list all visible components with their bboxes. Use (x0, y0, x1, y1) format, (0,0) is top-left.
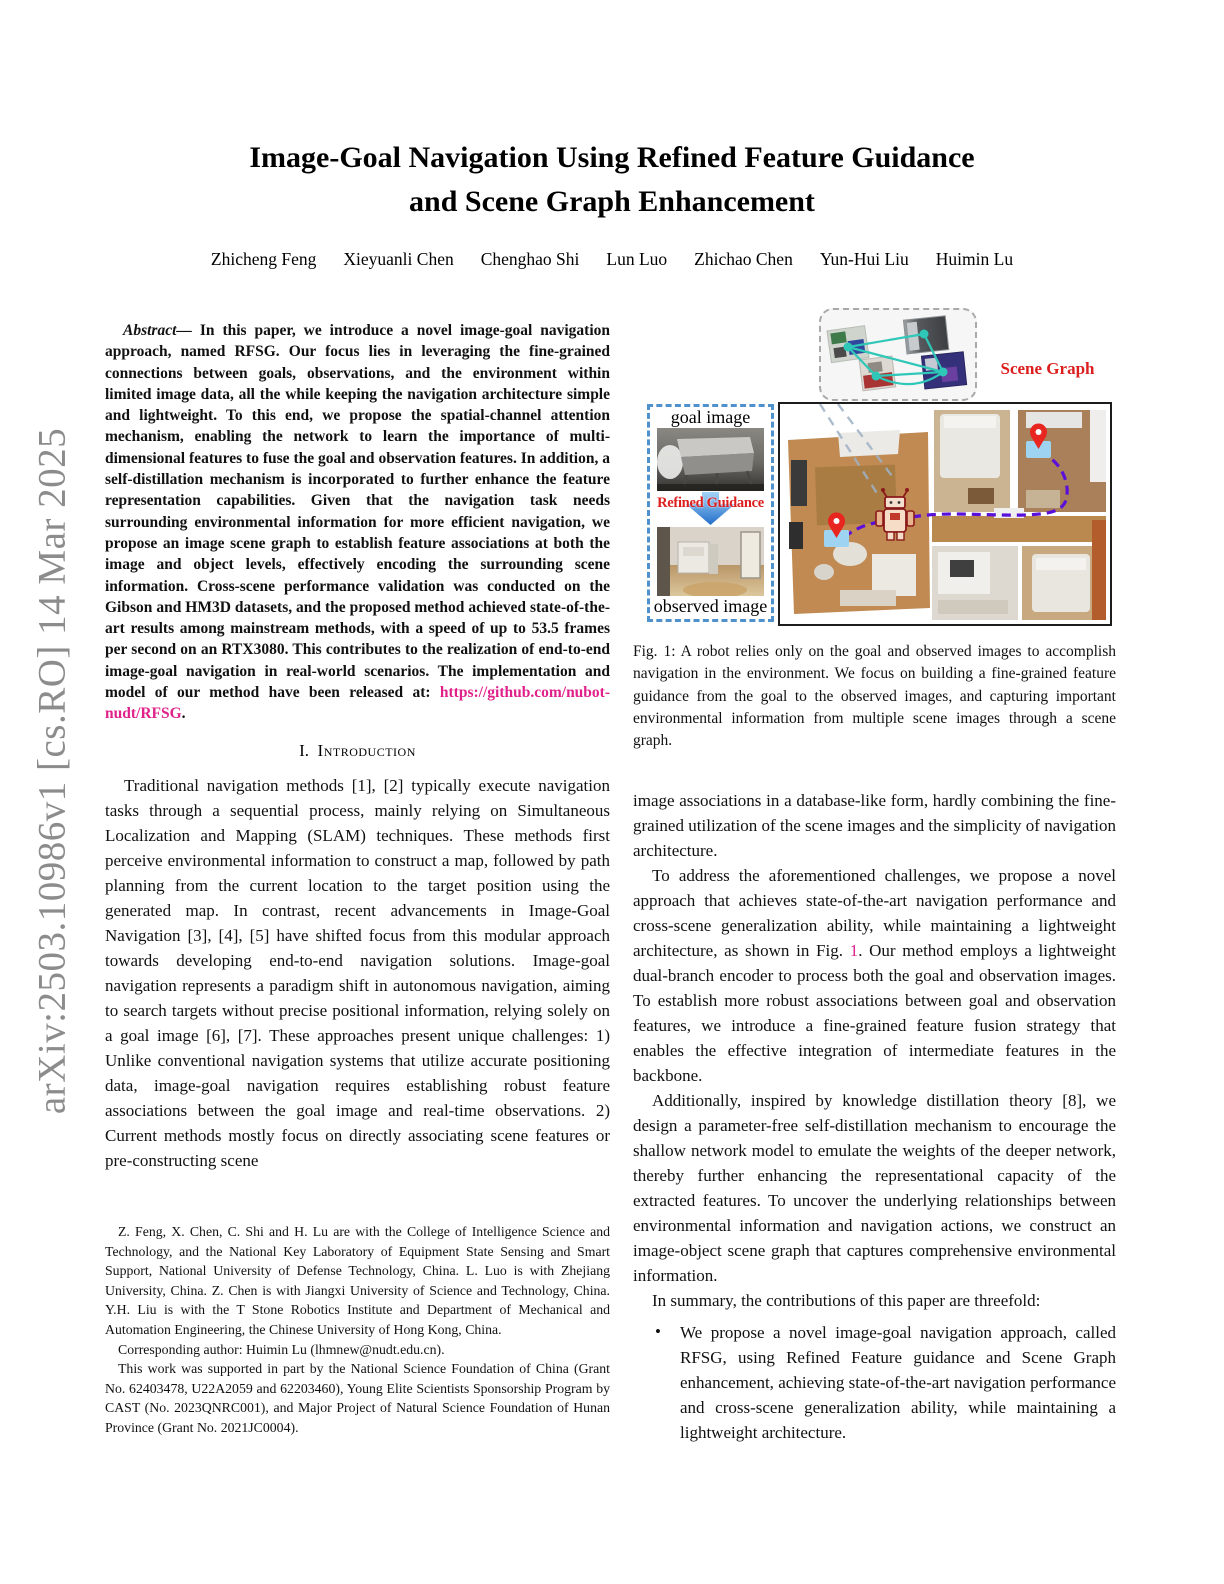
intro-paragraph-2-text: To address the aforementioned challenges, we propose a novel approach that achieves state-of-the-art navigation performance and cross-scene generalization ability, while maintaining a lightweight architecture, as shown in Fig. (633, 866, 1116, 961)
scene-graph-box (819, 308, 977, 401)
author-name: Chenghao Shi (480, 249, 580, 269)
abstract-paragraph (105, 320, 610, 725)
intro-paragraph-2 (633, 863, 1116, 1088)
top-right-room (1018, 410, 1106, 512)
observed-image-label: observed image (653, 596, 768, 616)
scene-graph-label: Scene Graph (1000, 359, 1095, 378)
hallway (932, 516, 1106, 542)
author-name: Lun Luo (606, 249, 668, 269)
footnote-block (105, 1222, 610, 1438)
fig1-reference-link[interactable]: 1 (849, 941, 859, 961)
footnote-corresponding: Corresponding author: Huimin Lu (lhmnew@nudt.edu.cn). (118, 1341, 445, 1357)
author-name: Yun-Hui Liu (819, 249, 909, 269)
authors-row (0, 249, 1224, 270)
author-name: Xieyuanli Chen (343, 249, 454, 269)
paper-title (0, 136, 1224, 224)
intro-paragraph-3: Additionally, inspired by knowledge distillation theory [8], we design a parameter-free self-distillation mechanism to encourage the shallow network model to emulate the weights of the deeper network, thereby further enhancing the representational capacity of the extracted features. To uncover the underlying relationships between environmental information and navigation actions, we construct an image-object scene graph that captures comprehensive environmental information. (633, 1091, 1116, 1286)
intro-paragraph-1-continued: image associations in a database-like form, hardly combining the fine-grained utilization of the scene images and the simplicity of navigation architecture. (633, 791, 1116, 861)
contribution-text: We propose a novel image-goal navigation approach, called RFSG, using Refined Feature guidance and Scene Graph enhancement, achieving state-of-the-art navigation performance and cross-scene generalization ability, while maintaining a lightweight architecture. (680, 1323, 1116, 1443)
section-heading-introduction (105, 741, 610, 761)
scene-graph-diagram (821, 310, 975, 399)
abstract-text: In this paper, we introduce a novel image-goal navigation approach, named RFSG. Our focus lies in leveraging the fine-grained connections between goals, observations, and the environment within limited image data, all the while keeping the navigation architecture simple and lightweight. To this end, we propose the spatial-channel attention mechanism, enabling the network to learn the importance of multi-dimensional features to fuse the goal and observation features. In addition, a self-distillation mechanism is incorporated to further enhance the feature representation capabilities. Given that the navigation task needs surrounding environmental information for more efficient navigation, we propose an image scene graph to establish feature associations at both the image and object levels, effectively encoding the surrounding scene information. Cross-scene performance validation was conducted on the Gibson and HM3D datasets, and the proposed method achieved state-of-the-art results among mainstream methods, with a speed of up to 53.5 frames per second on an RTX3080. This contributes to the realization of end-to-end image-goal navigation in real-world scenarios. The implementation and model of our method have been released at: (105, 322, 610, 702)
contribution-item (655, 1320, 1116, 1445)
figure-caption: Fig. 1: A robot relies only on the goal and observed images to accomplish navigation in the environment. We focus on building a fine-grained feature guidance from the goal to the observed images, and capturing important environmental information from multiple scene images through a scene graph. (633, 643, 1116, 750)
map-view (778, 402, 1112, 626)
kitchen (932, 546, 1018, 620)
abstract-label: Abstract— (123, 322, 192, 339)
author-name: Zhichao Chen (694, 249, 793, 269)
author-name: Zhicheng Feng (210, 249, 317, 269)
footnote-funding: This work was supported in part by the National Science Foundation of China (Grant No. 62403478, U22A2059 and 62203460), Young Elite Scientists Sponsorship Program by CAST (No. 2023QNRC001), and Major Project of Natural Science Foundation of Hunan Province (Grant No. 2021JC0004). (105, 1361, 610, 1435)
paper-title-line1: Image-Goal Navigation Using Refined Feature Guidance (249, 141, 975, 174)
refined-guidance (650, 491, 771, 527)
intro-paragraph-1: Traditional navigation methods [1], [2] typically execute navigation tasks through a sequential process, mainly relying on Simultaneous Localization and Mapping (SLAM) techniques. These methods first perceive environmental information to construct a map, followed by path planning from the current location to the target position using the generated map. In contrast, recent advancements in Image-Goal Navigation [3], [4], [5] have shifted focus from this modular approach towards developing end-to-end navigation solutions. Image-goal navigation represents a paradigm shift in autonomous navigation, aiming to search targets without precise positional information, relying solely on a goal image [6], [7]. These approaches present unique challenges: 1) Unlike conventional navigation systems that utilize accurate positioning data, image-goal navigation requires establishing robust feature associations between the goal image and real-time observations. 2) Current methods mostly focus on directly associating scene features or pre-constructing scene (105, 775, 610, 1170)
author-name: Huimin Lu (935, 249, 1014, 269)
observed-image-photo (657, 527, 764, 596)
arxiv-watermark-text: arXiv:2503.10986v1 [cs.RO] 14 Mar 2025 (30, 427, 74, 1115)
footnote-affiliations: Z. Feng, X. Chen, C. Shi and H. Lu are with the College of Intelligence Science and Technology, and the National Key Laboratory of Equipment State Sensing and Smart Support, National University of Defense Technology, China. L. Luo is with Zhejiang University, China. Z. Chen is with Jiangxi University of Science and Technology, China. Y.H. Liu is with the T Stone Robotics Institute and Department of Mechanical and Automation Engineering, the Chinese University of Hong Kong, China. (105, 1224, 610, 1337)
goal-image-photo (657, 428, 764, 491)
bullet-icon: • (655, 1322, 661, 1342)
arxiv-watermark (14, 382, 90, 1160)
top-bedroom (934, 410, 1010, 512)
apartment-topdown-map (780, 404, 1110, 624)
intro-paragraph-4: In summary, the contributions of this paper are threefold: (652, 1291, 1041, 1311)
abstract-period: . (181, 705, 186, 723)
paper-title-line2: and Scene Graph Enhancement (409, 185, 815, 218)
github-link[interactable]: https://github.com/nubot-nudt/RFSG (105, 684, 610, 723)
goal-observed-panel (647, 404, 774, 622)
goal-image-label: goal image (670, 407, 751, 427)
figure-1 (633, 308, 1116, 628)
refined-guidance-label: Refined Guidance (657, 495, 764, 511)
section-number: I. (299, 740, 310, 760)
contributions-list (633, 1320, 1116, 1445)
section-title: Introduction (317, 740, 416, 760)
intro-paragraph-2-text-after: . Our method employs a lightweight dual-branch encoder to process both the goal and observation images. To establish more robust associations between goal and observation features, we introduce a fine-grained feature fusion strategy that enables the effective integration of intermediate features in the backbone. (633, 941, 1116, 1086)
